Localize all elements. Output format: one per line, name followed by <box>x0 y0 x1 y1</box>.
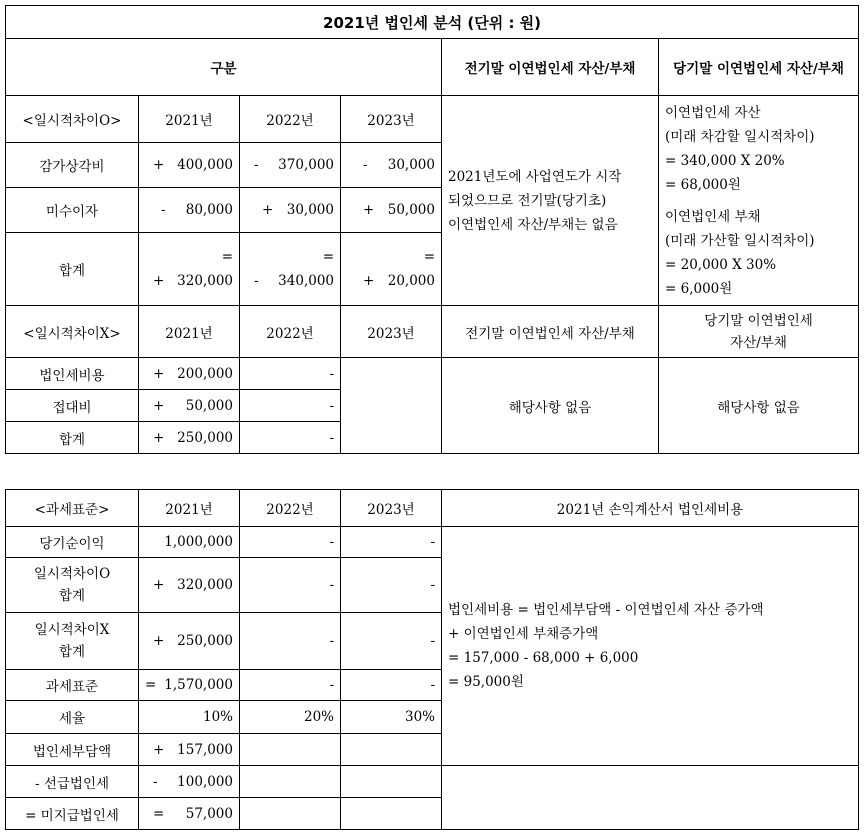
value-cell: - 30,000 <box>341 143 442 188</box>
year-header: 2023년 <box>341 96 442 143</box>
value-cell: - <box>341 558 442 613</box>
value-cell: + 157,000 <box>139 734 240 766</box>
value-cell: + 50,000 <box>139 390 240 422</box>
row-label: 과세표준 <box>6 670 139 701</box>
current-note-line: (미래 가산할 일시적차이) <box>665 232 815 249</box>
tax-analysis-table <box>5 5 859 454</box>
value-cell: 10% <box>139 701 240 734</box>
row-label: 감가상각비 <box>6 143 139 188</box>
prior-note-line: 되었으므로 전기말(당기초) <box>448 192 607 209</box>
empty-cell <box>341 734 442 766</box>
current-note-line: 이연법인세 자산 <box>665 104 761 121</box>
year-header: 2022년 <box>240 96 341 143</box>
value-cell: - <box>240 390 341 422</box>
year-header: 2022년 <box>240 306 341 358</box>
value-cell: + 200,000 <box>139 358 240 390</box>
value-cell: - <box>341 613 442 670</box>
value-cell: = + 20,000 <box>341 233 442 306</box>
row-label: 접대비 <box>6 390 139 422</box>
empty-cell <box>442 766 859 830</box>
value-cell: 1,000,000 <box>139 527 240 558</box>
row-label: 합계 <box>6 422 139 454</box>
value-cell: - <box>240 613 341 670</box>
value-cell: - <box>240 358 341 390</box>
row-label: 합계 <box>6 233 139 306</box>
value-cell: - <box>240 558 341 613</box>
prior-deferred-header: 전기말 이연법인세 자산/부채 <box>442 39 659 96</box>
current-deferred-subheader: 당기말 이연법인세 자산/부채 <box>659 306 859 358</box>
value-cell: + 30,000 <box>240 188 341 233</box>
value-cell: = - 340,000 <box>240 233 341 306</box>
value-cell: + 250,000 <box>139 613 240 670</box>
tax-base-table <box>5 489 859 830</box>
value-cell: + 400,000 <box>139 143 240 188</box>
value-cell: + 50,000 <box>341 188 442 233</box>
prior-note-cell <box>442 96 659 306</box>
value-cell: - 370,000 <box>240 143 341 188</box>
value-cell: - 100,000 <box>139 766 240 798</box>
table-row <box>6 766 859 798</box>
year-header: 2021년 <box>139 96 240 143</box>
year-header: 2023년 <box>341 490 442 527</box>
value-cell: - <box>240 670 341 701</box>
empty-cell <box>240 766 341 798</box>
table-title: 2021년 법인세 분석 (단위 : 원) <box>6 6 859 39</box>
empty-cell <box>341 798 442 830</box>
current-note-line: = 340,000 X 20% <box>665 152 785 169</box>
value-cell: - 80,000 <box>139 188 240 233</box>
summary-header: 2021년 손익계산서 법인세비용 <box>442 490 859 527</box>
table-row <box>6 527 859 558</box>
prior-note-line: 이연법인세 자산/부채는 없음 <box>448 216 618 233</box>
row-label: 미수이자 <box>6 188 139 233</box>
prior-value: 해당사항 없음 <box>442 358 659 454</box>
row-label: 일시적차이O 합계 <box>6 558 139 613</box>
value-cell: = 1,570,000 <box>139 670 240 701</box>
current-value: 해당사항 없음 <box>659 358 859 454</box>
value-cell: 30% <box>341 701 442 734</box>
value-cell: - <box>341 527 442 558</box>
value-cell: = + 320,000 <box>139 233 240 306</box>
value-cell: 20% <box>240 701 341 734</box>
tax-base-label: <과세표준> <box>6 490 139 527</box>
year-header: 2023년 <box>341 306 442 358</box>
value-cell: = 57,000 <box>139 798 240 830</box>
table-row <box>6 358 859 390</box>
current-deferred-header: 당기말 이연법인세 자산/부채 <box>659 39 859 96</box>
empty-cell <box>341 358 442 454</box>
row-label: 법인세비용 <box>6 358 139 390</box>
row-label: = 미지급법인세 <box>6 798 139 830</box>
prior-note-line: 2021년도에 사업연도가 시작 <box>448 168 622 185</box>
value-cell: + 320,000 <box>139 558 240 613</box>
current-note-line: = 20,000 X 30% <box>665 256 777 273</box>
value-cell: - <box>240 527 341 558</box>
current-note-line: 이연법인세 부채 <box>665 208 761 225</box>
year-header: 2022년 <box>240 490 341 527</box>
row-label: 법인세부담액 <box>6 734 139 766</box>
value-cell: - <box>341 670 442 701</box>
summary-line: = 95,000원 <box>448 674 524 690</box>
summary-line: + 이연법인세 부채증가액 <box>448 626 599 642</box>
temp-o-label: <일시적차이O> <box>6 96 139 143</box>
current-note-line: = 68,000원 <box>665 176 741 193</box>
summary-line: 법인세비용 = 법인세부담액 - 이연법인세 자산 증가액 <box>448 602 764 618</box>
value-cell: + 250,000 <box>139 422 240 454</box>
empty-cell <box>240 798 341 830</box>
year-header: 2021년 <box>139 490 240 527</box>
row-label: 당기순이익 <box>6 527 139 558</box>
empty-cell <box>341 766 442 798</box>
category-header: 구분 <box>6 39 442 96</box>
empty-cell <box>240 734 341 766</box>
summary-line: = 157,000 - 68,000 + 6,000 <box>448 650 639 666</box>
row-label: 세율 <box>6 701 139 734</box>
current-note-line: = 6,000원 <box>665 280 733 297</box>
row-label: 일시적차이X 합계 <box>6 613 139 670</box>
current-note-cell <box>659 96 859 306</box>
summary-cell <box>442 527 859 766</box>
prior-deferred-subheader: 전기말 이연법인세 자산/부채 <box>442 306 659 358</box>
row-label: - 선급법인세 <box>6 766 139 798</box>
year-header: 2021년 <box>139 306 240 358</box>
value-cell: - <box>240 422 341 454</box>
current-note-line: (미래 차감할 일시적차이) <box>665 128 815 145</box>
temp-x-label: <일시적차이X> <box>6 306 139 358</box>
